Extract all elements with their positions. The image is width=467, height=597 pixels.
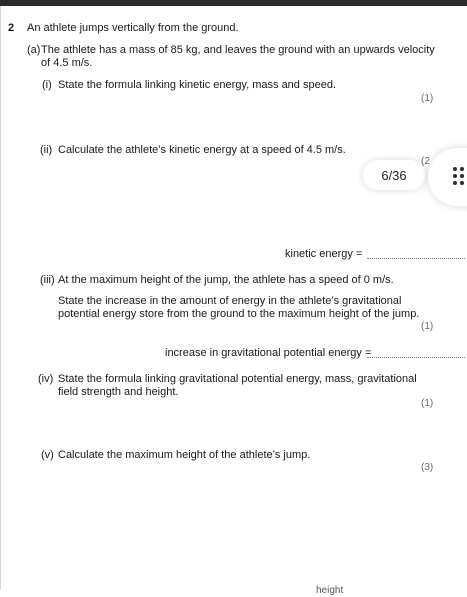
grid-dots-icon [453, 167, 465, 187]
sub-iv-marks: (1) [421, 398, 434, 409]
kinetic-energy-answer-line[interactable] [367, 258, 465, 259]
sub-i-text: State the formula linking kinetic energy, mass and speed. [58, 79, 337, 91]
part-a-text-line1: The athlete has a mass of 85 kg, and leaves the ground with an upwards velocity [41, 44, 435, 56]
bottom-cut-text: height [316, 585, 344, 596]
sub-i-label: (i) [42, 79, 52, 91]
sub-v-label: (v) [41, 449, 54, 461]
gpe-increase-answer-label: increase in gravitational potential energy = [165, 347, 372, 359]
page-indicator[interactable] [363, 160, 425, 190]
sub-ii-label: (ii) [40, 144, 53, 156]
sub-iii-marks: (1) [421, 321, 434, 332]
question-number: 2 [8, 22, 15, 34]
sub-iii-text2-line2: potential energy store from the ground to the maximum height of the jump. [58, 308, 420, 320]
top-bar [0, 0, 467, 6]
part-a-label: (a) [27, 44, 41, 56]
sub-i-marks: (1) [421, 93, 434, 104]
question-intro: An athlete jumps vertically from the ground. [27, 22, 239, 34]
sub-ii-marks: (2 [421, 156, 430, 167]
kinetic-energy-answer-label: kinetic energy = [285, 248, 363, 260]
sub-iii-text: At the maximum height of the jump, the athlete has a speed of 0 m/s. [58, 274, 394, 286]
sub-iii-text2-line1: State the increase in the amount of energy in the athlete’s gravitational [58, 295, 402, 307]
sub-v-marks: (3) [421, 462, 434, 473]
sub-v-text: Calculate the maximum height of the athlete’s jump. [58, 449, 311, 461]
sub-ii-text: Calculate the athlete’s kinetic energy at a speed of 4.5 m/s. [58, 144, 346, 156]
page-edge [0, 6, 1, 590]
sub-iv-label: (iv) [38, 373, 54, 385]
page-indicator-text: 6/36 [381, 167, 407, 183]
part-a-text-line2: of 4.5 m/s. [41, 57, 93, 69]
grid-view-button[interactable] [428, 148, 467, 206]
sub-iv-text-line2: field strength and height. [58, 386, 179, 398]
sub-iii-label: (iii) [40, 274, 55, 286]
sub-iv-text-line1: State the formula linking gravitational potential energy, mass, gravitational [58, 373, 417, 385]
gpe-increase-answer-line[interactable] [367, 357, 465, 358]
